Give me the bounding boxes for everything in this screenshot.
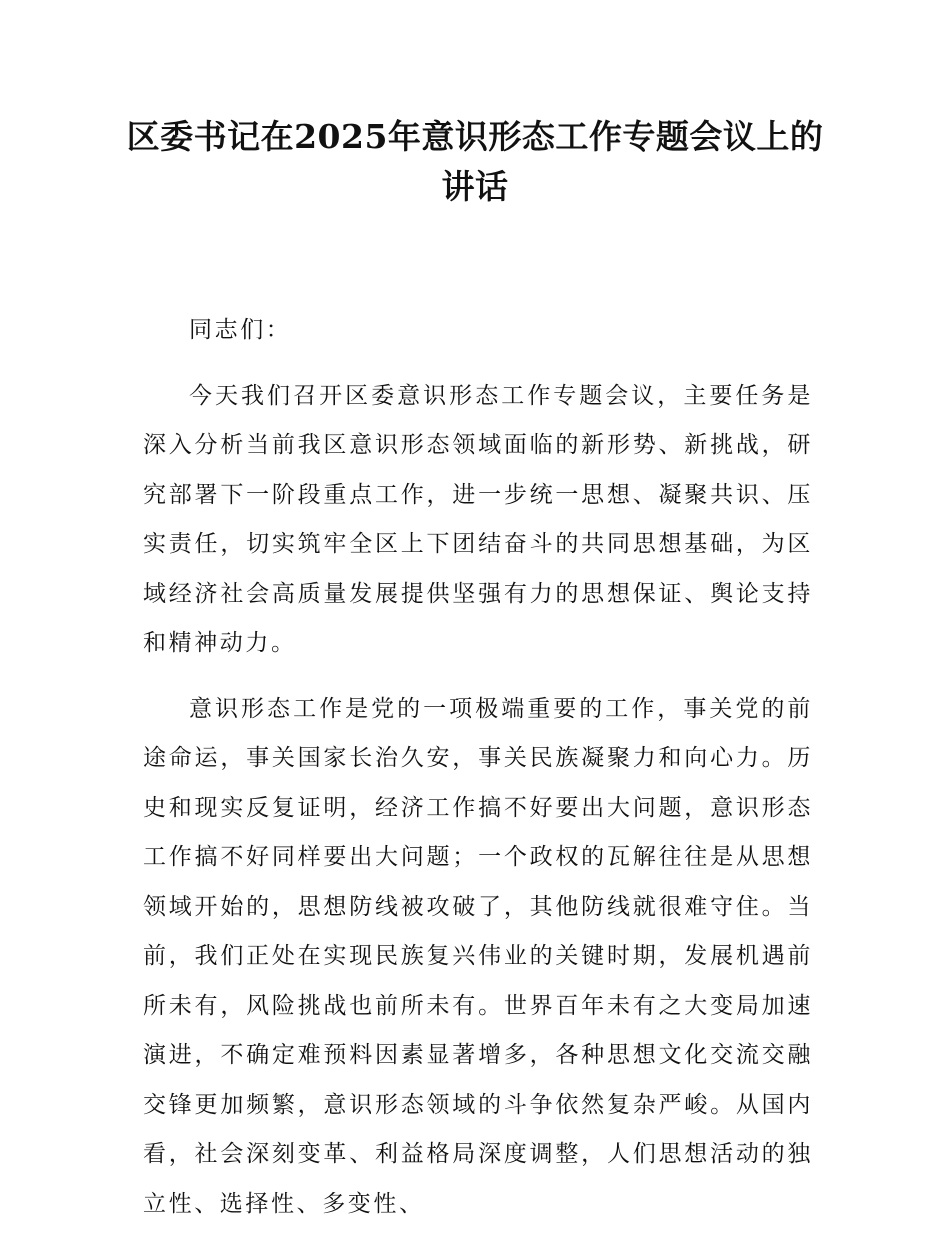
salutation: 同志们： <box>189 317 292 343</box>
document-body <box>143 306 813 1245</box>
document-title: 区委书记在2025年意识形态工作专题会议上的讲话 <box>126 117 824 206</box>
paragraph-2: 意识形态工作是党的一项极端重要的工作，事关党的前途命运，事关国家长治久安，事关民族凝聚力和向心力。历史和现实反复证明，经济工作搞不好要出大问题，意识形态工作搞不好同样要出大问题；一个政权的瓦解往往是从思想领域开始的，思想防线被攻破了，其他防线就很难守住。当前，我们正处在实现民族复兴伟业的关键时期，发展机遇前所未有，风险挑战也前所未有。世界百年未有之大变局加速演进，不确定难预料因素显著增多，各种思想文化交流交融交锋更加频繁，意识形态领域的斗争依然复杂严峻。从国内看，社会深刻变革、利益格局深度调整，人们思想活动的独立性、选择性、多变性、 <box>143 695 813 1217</box>
paragraph-1: 今天我们召开区委意识形态工作专题会议，主要任务是深入分析当前我区意识形态领域面临的新形势、新挑战，研究部署下一阶段重点工作，进一步统一思想、凝聚共识、压实责任，切实筑牢全区上下团结奋斗的共同思想基础，为区域经济社会高质量发展提供坚强有力的思想保证、舆论支持和精神动力。 <box>143 382 813 656</box>
